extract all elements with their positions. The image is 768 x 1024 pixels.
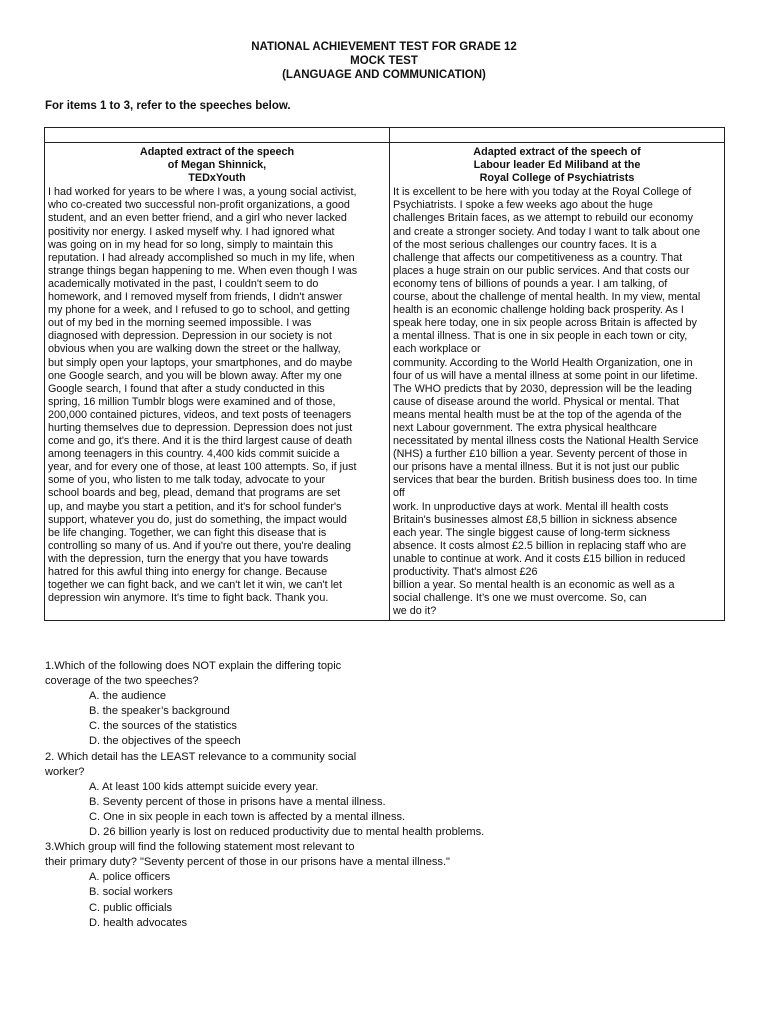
header-title: NATIONAL ACHIEVEMENT TEST FOR GRADE 12 (251, 41, 517, 53)
speech-text-line: speak here today, one in six people across Britain is affected by (393, 317, 697, 330)
speech-text-line: means mental health must be at the top of the agenda of the (393, 408, 682, 421)
speech-left-body (48, 185, 386, 607)
table-empty-row (45, 128, 725, 143)
speech-right-body (393, 185, 721, 620)
speech-text-line: up, and maybe you start a petition, and it's for school funder's (48, 500, 342, 513)
speech-text-line: we do it? (393, 605, 437, 618)
speech-text-line: challenge that affects our competitiveness as a country. That (393, 251, 683, 264)
speeches-table (44, 127, 725, 621)
header-subject: (LANGUAGE AND COMMUNICATION) (282, 69, 486, 81)
speech-text-line: I had worked for years to be where I was, a young social activist, (48, 186, 357, 199)
speech-text-line: Britain's businesses almost £8,5 billion in sickness absence (393, 513, 678, 526)
speech-title-line: Labour leader Ed Miliband at the (473, 159, 641, 172)
speech-title-line: of Megan Shinnick, (167, 159, 267, 172)
answer-option[interactable]: D. health advocates (89, 916, 188, 929)
speech-text-line: homework, and I removed myself from friends, I didn't answer (48, 291, 343, 304)
speech-text-line: my phone for a week, and I refused to go to school, and getting (48, 304, 350, 317)
speech-text-line: health is an economic challenge holding back prosperity. As I (393, 304, 684, 317)
question-stem: 2. Which detail has the LEAST relevance to a community social (45, 750, 357, 763)
speech-text-line: and create a stronger society. And today I want to talk about one (393, 225, 701, 238)
speech-text-line: support, whatever you do, just do something, the impact would (48, 513, 347, 526)
answer-option[interactable]: D. 26 billion yearly is lost on reduced productivity due to mental health problems. (89, 826, 485, 839)
question-stem: coverage of the two speeches? (45, 675, 199, 688)
speech-text-line: our prisons have a mental illness. But it is not just our public (393, 461, 680, 474)
answer-option[interactable]: D. the objectives of the speech (89, 735, 241, 748)
answer-option[interactable]: C. One in six people in each town is affected by a mental illness. (89, 810, 406, 823)
speech-text-line: year, and for every one of those, at least 100 attempts. So, if just (48, 461, 357, 474)
speech-title-line: Adapted extract of the speech of (473, 146, 641, 158)
speech-text-line: strange things began happening to me. When even though I was (48, 264, 358, 277)
speech-text-line: hurting themselves due to depression. Depression does not just (48, 421, 353, 434)
speech-text-line: It is excellent to be here with you today at the Royal College of (393, 186, 692, 199)
speech-title-line: TEDxYouth (188, 172, 246, 185)
speech-text-line: one Google search, and you will be blown away. After my one (48, 369, 342, 382)
answer-option[interactable]: A. the audience (89, 690, 167, 703)
speech-text-line: course, about the challenge of mental health. In my view, mental (393, 291, 701, 304)
speech-text-line: necessitated by mental illness costs the National Health Service (393, 435, 699, 448)
speech-text-line: four of us will have a mental illness at some point in our lifetime. (393, 369, 698, 382)
speech-text-line: productivity. That's almost £26 (393, 566, 538, 578)
speech-text-line: The WHO predicts that by 2030, depression will be the leading (393, 382, 692, 395)
speech-text-line: be life changing. Together, we can fight this disease that is (48, 526, 327, 539)
answer-option[interactable]: A. At least 100 kids attempt suicide every year. (89, 780, 319, 793)
speech-text-line: school boards and beg, plead, demand that programs are set (48, 487, 341, 500)
speech-text-line: hatred for this awful thing into energy for change. Because (48, 566, 328, 578)
speech-text-line: among teenagers in this country. 4,400 kids commit suicide a (48, 448, 340, 461)
speech-text-line: positivity nor energy. I asked myself why. I had ignored what (48, 225, 335, 238)
speech-text-line: off (393, 487, 405, 500)
speech-text-line: unable to continue at work. And it costs £15 billion in reduced (393, 552, 686, 565)
question-item (45, 750, 484, 841)
speech-text-line: Google search, I found that after a study conducted in this (48, 382, 325, 395)
speech-text-line: billion a year. So mental health is an economic as well as a (393, 579, 675, 592)
speech-text-line: controlling so many of us. And if you're out there, you're dealing (48, 539, 352, 552)
speech-text-line: academically motivated in the past, I couldn't seem to do (48, 277, 319, 290)
speech-right (390, 143, 725, 621)
speech-text-line: cause of disease around the world. Physical or mental. That (393, 395, 680, 408)
speech-text-line: (NHS) a further £10 billion a year. Seventy percent of those in (393, 448, 688, 461)
speech-text-line: services that bear the burden. British business does too. In time (393, 474, 698, 487)
speech-text-line: who co-created two successful non-profit organizations, a good (48, 199, 350, 212)
speech-text-line: Psychiatrists. I spoke a few weeks ago about the huge (393, 199, 653, 212)
speech-text-line: but simply open your laptops, your smartphones, and do maybe (48, 356, 353, 369)
speech-title-line: Royal College of Psychiatrists (479, 172, 635, 185)
header-subtitle: MOCK TEST (350, 55, 418, 67)
speech-text-line: a mental illness. That is one in six people in each town or city, (393, 330, 688, 343)
speech-text-line: work. In unproductive days at work. Mental ill health costs (393, 500, 669, 513)
answer-option[interactable]: B. social workers (89, 886, 173, 899)
speech-text-line: together we can fight back, and we can't let it win, we can't let (48, 579, 342, 592)
speech-text-line: out of my bed in the morning seemed impossible. I was (48, 317, 312, 330)
speech-title-line: Adapted extract of the speech (139, 146, 295, 158)
speech-text-line: obvious when you are walking down the street or the hallway, (48, 343, 341, 356)
speech-text-line: economy tens of billions of pounds a year. I am talking, of (393, 277, 668, 290)
speech-left-title (48, 143, 386, 185)
speech-text-line: challenges Britain faces, as we attempt to rebuild our economy (393, 212, 694, 225)
answer-option[interactable]: C. public officials (89, 901, 173, 914)
speech-text-line: each year. The single biggest cause of long-term sickness (393, 526, 671, 539)
question-stem: 3.Which group will find the following statement most relevant to (45, 841, 355, 854)
speech-text-line: some of you, who listen to me talk today, advocate to your (48, 474, 326, 487)
speech-text-line: depression win anymore. It's time to fight back. Thank you. (48, 592, 329, 605)
questions-section (45, 659, 484, 931)
speeches-row (45, 143, 725, 621)
speech-text-line: community. According to the World Health Organization, one in (393, 356, 693, 369)
speech-text-line: of the most serious challenges our country faces. It is a (393, 238, 657, 251)
question-item (45, 840, 484, 931)
instructions: For items 1 to 3, refer to the speeches below. (45, 100, 291, 112)
speech-text-line: reputation. I had already accomplished so much in my life, when (48, 251, 355, 264)
speech-text-line: diagnosed with depression. Depression in our society is not (48, 330, 332, 343)
question-stem: 1.Which of the following does NOT explain the differing topic (45, 660, 342, 672)
speech-text-line: was going on in my head for so long, simply to maintain this (48, 238, 334, 251)
speech-text-line: places a huge strain on our public services. And that costs our (393, 264, 690, 277)
question-stem: worker? (45, 765, 85, 778)
answer-option[interactable]: B. the speaker’s background (89, 705, 230, 718)
speech-text-line: next Labour government. The extra physical healthcare (393, 421, 657, 434)
empty-cell-left (45, 128, 390, 143)
answer-option[interactable]: A. police officers (89, 871, 171, 884)
answer-option[interactable]: B. Seventy percent of those in prisons have a mental illness. (89, 795, 386, 808)
question-item (45, 659, 484, 750)
speech-text-line: each workplace or (393, 343, 481, 356)
speech-left (45, 143, 390, 621)
speech-text-line: with the depression, turn the energy that you have towards (48, 552, 329, 565)
speech-text-line: student, and an even better friend, and a girl who never lacked (48, 212, 347, 225)
question-stem: their primary duty? "Seventy percent of those in our prisons have a mental illness." (45, 856, 450, 869)
speech-text-line: spring, 16 million Tumblr blogs were examined and of those, (48, 395, 336, 408)
empty-cell-right (390, 128, 725, 143)
speech-text-line: come and go, it's there. And it is the third largest cause of death (48, 435, 352, 448)
speech-text-line: social challenge. It’s one we must overcome. So, can (393, 592, 647, 605)
answer-option[interactable]: C. the sources of the statistics (89, 720, 237, 733)
speech-right-title (393, 143, 721, 185)
test-header (0, 40, 768, 82)
speech-text-line: absence. It costs almost £2.5 billion in replacing staff who are (393, 539, 687, 552)
speech-text-line: 200,000 contained pictures, videos, and text posts of teenagers (48, 408, 352, 421)
